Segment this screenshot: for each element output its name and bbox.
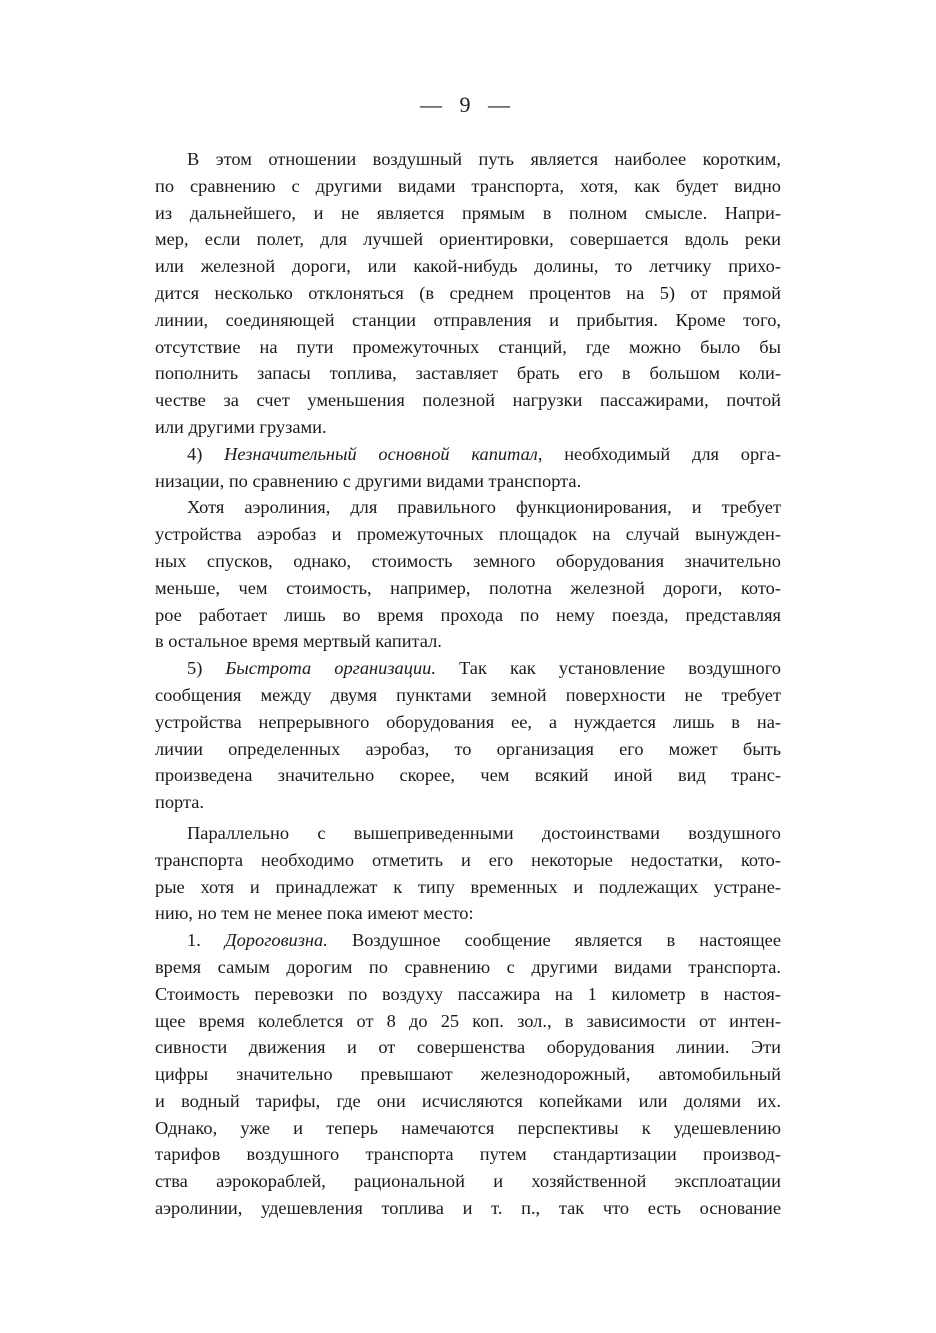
text-line: цифры значительно превышают железнодорожный, автомобильный (155, 1064, 781, 1085)
text-line: рое работает лишь во время прохода по нему поезда, представляя (155, 604, 781, 625)
paragraph (155, 820, 781, 927)
text-line: сивности движения и от совершенства оборудования линии. Эти (155, 1037, 781, 1058)
text-line: щее время колеблется от 8 до 25 коп. зол., в зависимости от интен- (155, 1010, 781, 1031)
text-line: транспорта необходимо отметить и его некоторые недостатки, кото- (155, 849, 781, 870)
line-remainder: Так как установление воздушного (435, 658, 781, 679)
text-line (155, 655, 781, 682)
text-line: время самым дорогим по сравнению с другими видами транспорта. (155, 956, 781, 977)
list-number: 4) (187, 443, 225, 464)
text-line: Стоимость перевозки по воздуху пассажира на 1 километр в настоя- (155, 983, 781, 1004)
text-line (155, 441, 781, 468)
paragraph (155, 927, 781, 1222)
line-remainder: Воздушное сообщение является в настоящее (327, 930, 781, 951)
italic-heading: Незначительный основной капитал (224, 443, 538, 464)
text-line: личии определенных аэробаз, то организация его может быть (155, 738, 781, 759)
text-line: ных спусков, однако, стоимость земного оборудования значительно (155, 550, 781, 571)
italic-heading: Дороговизна. (224, 930, 328, 951)
text-line: устройства аэробаз и промежуточных площадок на случай вынужден- (155, 524, 781, 545)
page-number: — 9 — (420, 92, 516, 117)
text-line: произведена значительно скорее, чем всякий иной вид транс- (155, 765, 781, 786)
text-line: отсутствие на пути промежуточных станций, где можно было бы (155, 336, 781, 357)
text-line: честве за счет уменьшения полезной нагрузки пассажирами, почтой (155, 390, 781, 411)
text-line: дится несколько отклоняться (в среднем процентов на 5) от прямой (155, 282, 781, 303)
paragraph (155, 146, 781, 441)
text-line: Однако, уже и теперь намечаются перспективы к удешевлению (155, 1117, 781, 1138)
text-line: или железной дороги, или какой-нибудь долины, то летчику прихо- (155, 256, 781, 277)
text-line: и водный тарифы, где они исчисляются копейками или долями их. (155, 1090, 781, 1111)
list-number: 1. (187, 930, 225, 951)
text-line: в остальное время мертвый капитал. (155, 631, 442, 652)
text-line: линии, соединяющей станции отправления и прибытия. Кроме того, (155, 309, 781, 330)
text-line: нию, но тем не менее пока имеют место: (155, 903, 474, 924)
text-line: мер, если полет, для лучшей ориентировки, совершается вдоль реки (155, 229, 781, 250)
text-line: по сравнению с другими видами транспорта, хотя, как будет видно (155, 175, 781, 196)
line-remainder: , необходимый для орга- (537, 443, 781, 464)
text-line (155, 927, 781, 954)
text-line: Хотя аэролиния, для правильного функционирования, и требует (187, 497, 781, 518)
text-line: ства аэрокораблей, рациональной и хозяйственной эксплоатации (155, 1171, 781, 1192)
paragraph (155, 441, 781, 495)
text-line: порта. (155, 792, 205, 813)
text-line: рые хотя и принадлежат к типу временных и подлежащих устране- (155, 876, 781, 897)
text-line: из дальнейшего, и не является прямым в полном смысле. Напри- (155, 202, 781, 223)
text-line: аэролинии, удешевления топлива и т. п., так что есть основание (155, 1198, 781, 1219)
text-line: пополнить запасы топлива, заставляет брать его в большом коли- (155, 363, 781, 384)
paragraph (155, 655, 781, 816)
text-line: или другими грузами. (155, 416, 327, 437)
text-line: устройства непрерывного оборудования ее, а нуждается лишь в на- (155, 711, 781, 732)
text-line: низации, по сравнению с другими видами транспорта. (155, 470, 582, 491)
italic-heading: Быстрота организации. (225, 658, 436, 679)
text-line: сообщения между двумя пунктами земной поверхности не требует (155, 684, 781, 705)
body-text (155, 146, 781, 1222)
paragraph (155, 494, 781, 655)
text-line: Параллельно с вышеприведенными достоинствами воздушного (187, 822, 781, 843)
list-number: 5) (187, 658, 226, 679)
text-line: тарифов воздушного транспорта путем стандартизации производ- (155, 1144, 781, 1165)
text-line: В этом отношении воздушный путь является наиболее коротким, (187, 149, 781, 169)
text-line: меньше, чем стоимость, например, полотна железной дороги, кото- (155, 577, 781, 598)
